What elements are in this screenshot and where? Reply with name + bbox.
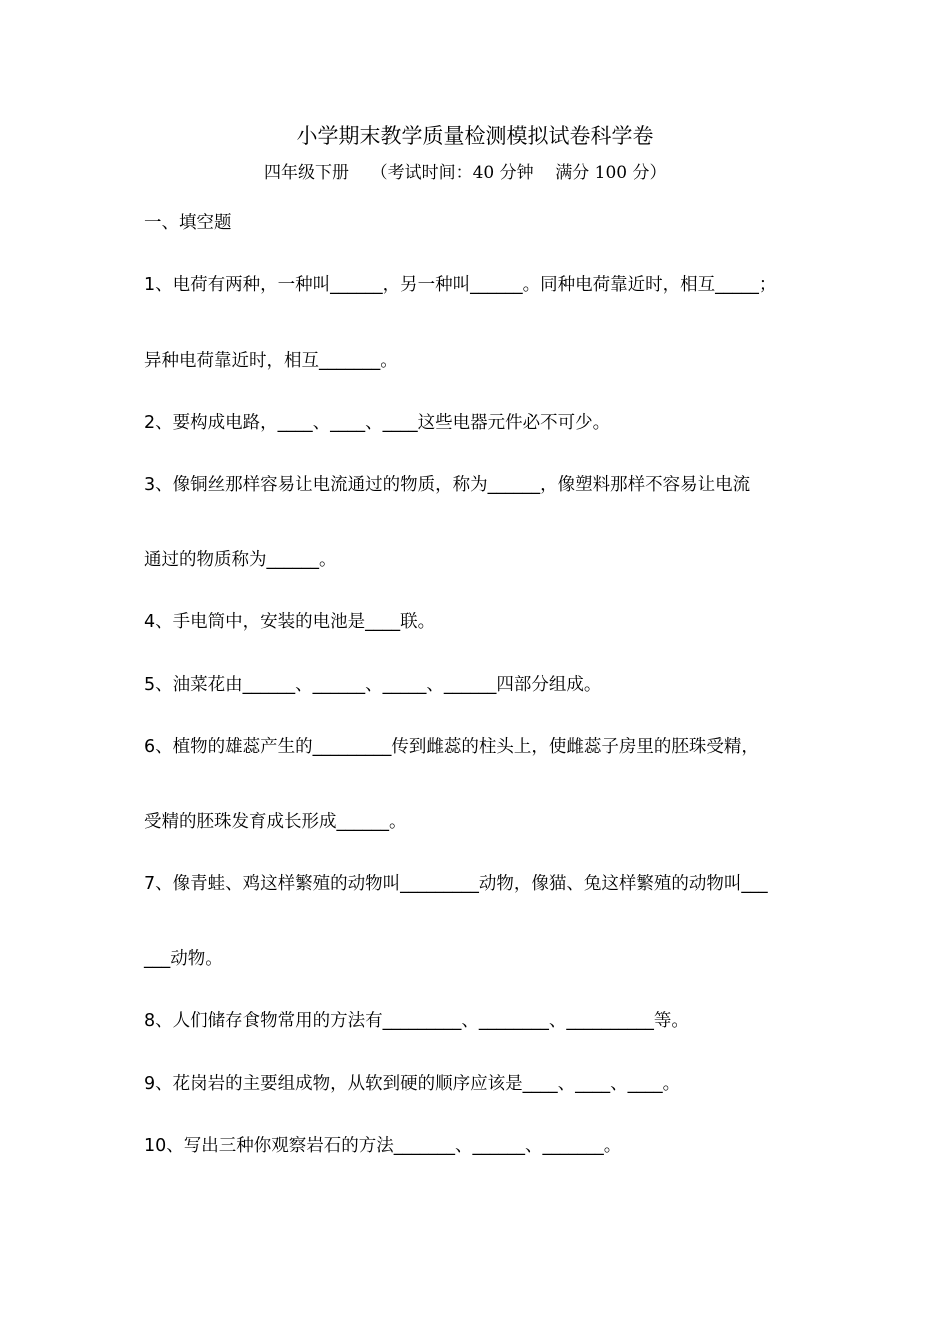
exam-title: 小学期末教学质量检测模拟试卷科学卷 — [296, 124, 654, 148]
question-5: 5、油菜花由______、______、_____、______四部分组成。 — [144, 675, 602, 695]
question-7-line-2: ___动物。 — [144, 949, 223, 969]
question-10: 10、写出三种你观察岩石的方法_______、______、_______。 — [144, 1136, 622, 1156]
question-4: 4、手电筒中，安装的电池是____联。 — [144, 612, 436, 632]
question-7-line-1: 7、像青蛙、鸡这样繁殖的动物叫_________动物，像猫、兔这样繁殖的动物叫___ — [144, 874, 768, 894]
question-3-line-2: 通过的物质称为______。 — [144, 550, 337, 570]
question-8: 8、人们储存食物常用的方法有_________、________、__________等。 — [144, 1011, 689, 1031]
question-6-line-1: 6、植物的雄蕊产生的_________传到雌蕊的柱头上，使雌蕊子房里的胚珠受精， — [144, 737, 759, 757]
question-3-line-1: 3、像铜丝那样容易让电流通过的物质，称为______，像塑料那样不容易让电流 — [144, 475, 751, 495]
question-6-line-2: 受精的胚珠发育成长形成______。 — [144, 812, 407, 832]
question-1-line-2: 异种电荷靠近时，相互_______。 — [144, 351, 398, 371]
question-1-line-1: 1、电荷有两种，一种叫______，另一种叫______。同种电荷靠近时，相互_____； — [144, 275, 777, 295]
section-heading: 一、填空题 — [144, 213, 232, 233]
question-9: 9、花岗岩的主要组成物，从软到硬的顺序应该是____、____、____。 — [144, 1074, 681, 1094]
question-2: 2、要构成电路，____、____、____这些电器元件必不可少。 — [144, 413, 611, 433]
exam-subtitle: 四年级下册 （考试时间：40 分钟 满分 100 分） — [264, 163, 667, 183]
